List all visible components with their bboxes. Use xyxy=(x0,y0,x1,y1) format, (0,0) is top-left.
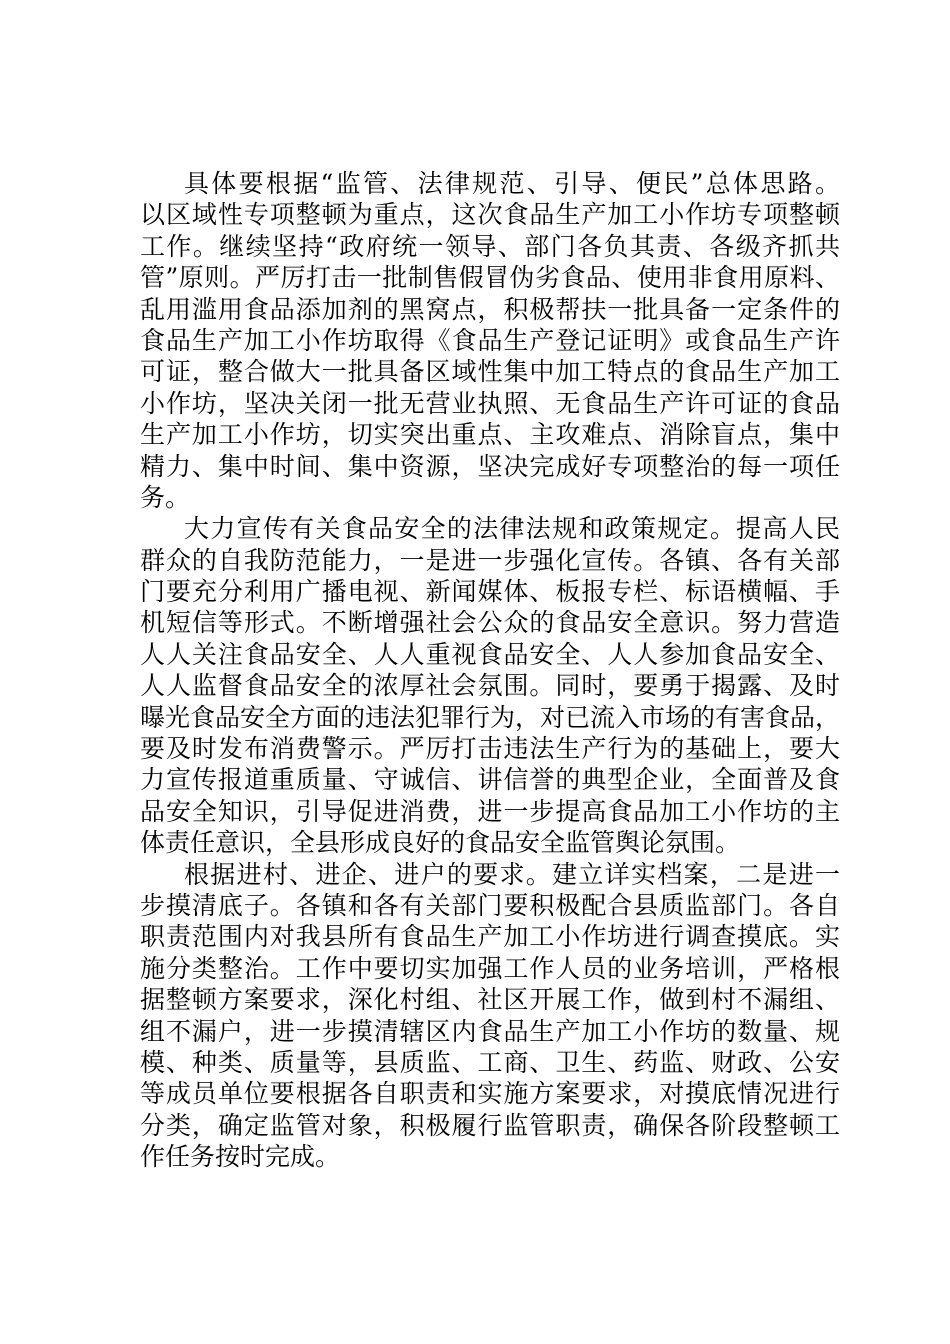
text-line: 乱用滥用食品添加剂的黑窝点，积极帮扶一批具备一定条件的 xyxy=(140,294,840,324)
text-line: 力宣传报道重质量、守诚信、讲信誉的典型企业，全面普及食 xyxy=(140,765,840,795)
text-line: 以区域性专项整顿为重点，这次食品生产加工小作坊专项整顿 xyxy=(140,200,840,230)
text-line: 人人监督食品安全的浓厚社会氛围。同时，要勇于揭露、及时 xyxy=(140,671,840,701)
text-line: 组不漏户，进一步摸清辖区内食品生产加工小作坊的数量、规 xyxy=(140,1016,840,1046)
text-line: 作任务按时完成。 xyxy=(140,1142,341,1172)
text-line: 可证，整合做大一批具备区域性集中加工特点的食品生产加工 xyxy=(140,357,840,387)
text-line: 小作坊，坚决关闭一批无营业执照、无食品生产许可证的食品 xyxy=(140,388,840,418)
paragraph xyxy=(140,168,840,513)
text-line: 根据进村、进企、进户的要求。建立详实档案，二是进一 xyxy=(184,859,840,889)
text-line: 职责范围内对我县所有食品生产加工小作坊进行调查摸底。实 xyxy=(140,922,840,952)
text-line: 管”原则。严厉打击一批制售假冒伪劣食品、使用非食用原料、 xyxy=(140,263,840,293)
text-line: 人人关注食品安全、人人重视食品安全、人人参加食品安全、 xyxy=(140,639,840,669)
text-line: 品安全知识，引导促进消费，进一步提高食品加工小作坊的主 xyxy=(140,796,840,826)
text-line: 食品生产加工小作坊取得《食品生产登记证明》或食品生产许 xyxy=(140,325,840,355)
text-line: 务。 xyxy=(140,482,191,512)
document-body xyxy=(140,168,840,1173)
text-line: 群众的自我防范能力，一是进一步强化宣传。各镇、各有关部 xyxy=(140,545,840,575)
text-line: 工作。继续坚持“政府统一领导、部门各负其责、各级齐抓共 xyxy=(140,231,840,261)
paragraph xyxy=(140,513,840,858)
text-line: 大力宣传有关食品安全的法律法规和政策规定。提高人民 xyxy=(184,514,840,544)
text-line: 据整顿方案要求，深化村组、社区开展工作，做到村不漏组、 xyxy=(140,985,840,1015)
text-line: 分类，确定监管对象，积极履行监管职责，确保各阶段整顿工 xyxy=(140,1110,840,1140)
text-line: 施分类整治。工作中要切实加强工作人员的业务培训，严格根 xyxy=(140,953,840,983)
text-line: 步摸清底子。各镇和各有关部门要积极配合县质监部门。各自 xyxy=(140,890,840,920)
text-line: 体责任意识，全县形成良好的食品安全监管舆论氛围。 xyxy=(140,828,741,858)
text-line: 生产加工小作坊，切实突出重点、主攻难点、消除盲点，集中 xyxy=(140,420,840,450)
text-line: 要及时发布消费警示。严厉打击违法生产行为的基础上，要大 xyxy=(140,734,840,764)
text-line: 机短信等形式。不断增强社会公众的食品安全意识。努力营造 xyxy=(140,608,840,638)
text-line: 模、种类、质量等，县质监、工商、卫生、药监、财政、公安 xyxy=(140,1047,840,1077)
paragraph xyxy=(140,859,840,1173)
text-line: 精力、集中时间、集中资源，坚决完成好专项整治的每一项任 xyxy=(140,451,840,481)
text-line: 具体要根据“监管、法律规范、引导、便民”总体思路。 xyxy=(184,169,840,198)
text-line: 门要充分利用广播电视、新闻媒体、板报专栏、标语横幅、手 xyxy=(140,577,840,607)
text-line: 等成员单位要根据各自职责和实施方案要求，对摸底情况进行 xyxy=(140,1079,840,1109)
text-line: 曝光食品安全方面的违法犯罪行为，对已流入市场的有害食品， xyxy=(140,702,841,732)
